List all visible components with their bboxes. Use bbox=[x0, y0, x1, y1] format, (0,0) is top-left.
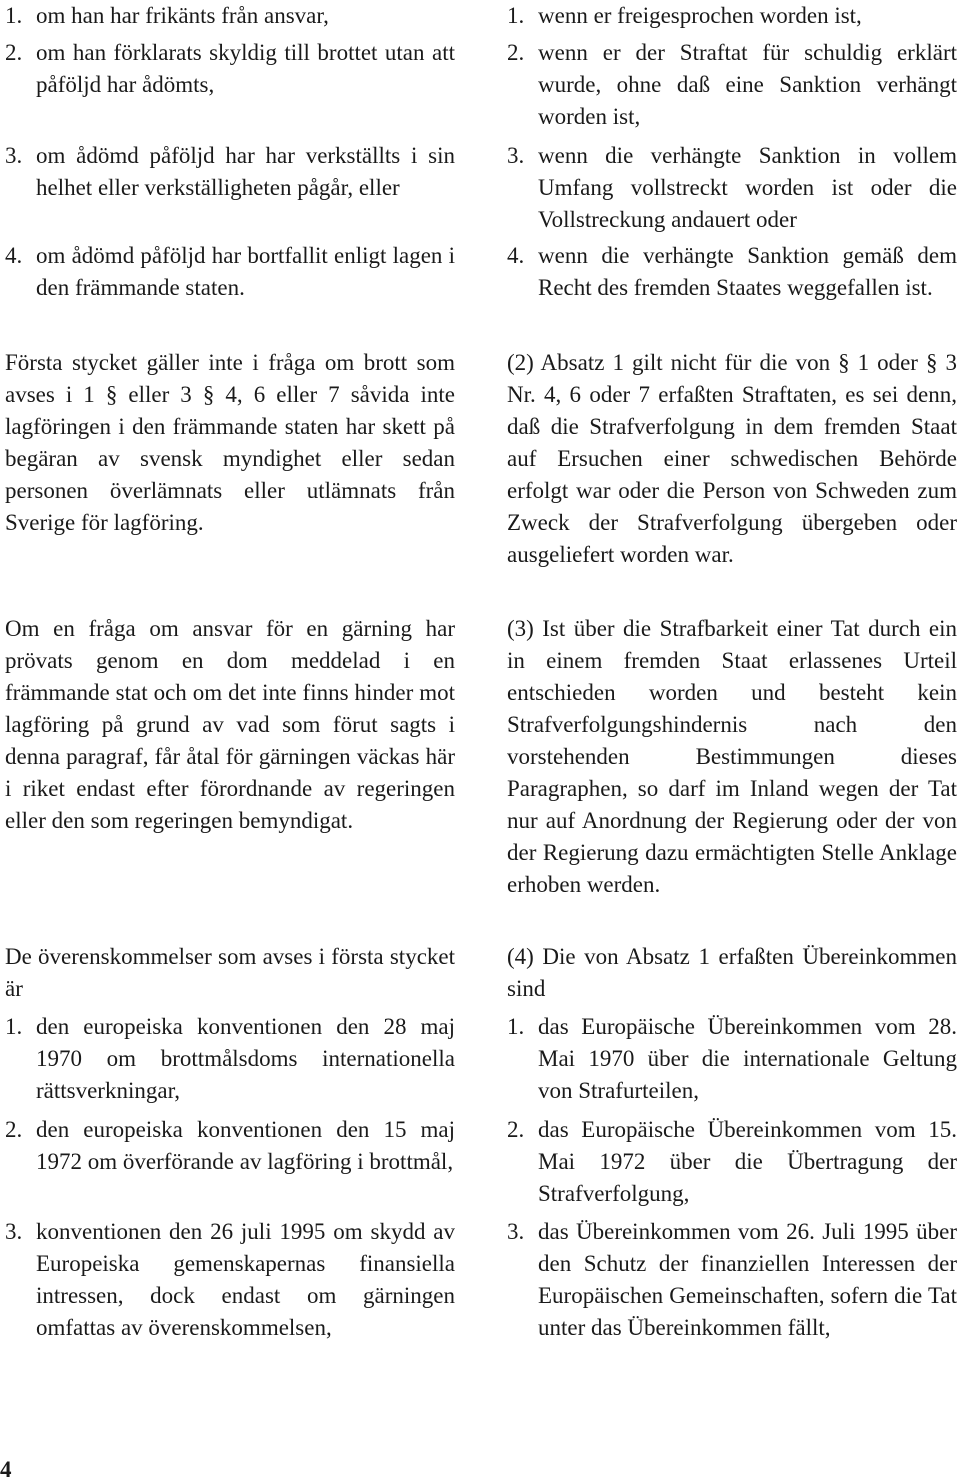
list-item-text: om han förklarats skyldig till brottet utan att påföljd har ådömts, bbox=[36, 40, 455, 97]
list-item bbox=[5, 1216, 455, 1344]
paragraph: Första stycket gäller inte i fråga om brott som avses i 1 § eller 3 § 4, 6 eller 7 såvida inte lagföringen i den främmande staten har skett på begäran av svensk myndighet eller sedan personen överlämnats eller utlämnats från Sverige för lagföring. bbox=[5, 350, 455, 535]
list-item-number: 3. bbox=[507, 143, 525, 168]
list-item bbox=[5, 0, 455, 32]
list-item-number: 2. bbox=[5, 1117, 23, 1142]
list-item-number: 2. bbox=[507, 40, 525, 65]
list-item-text: om ådömd påföljd har har verkställts i sin helhet eller verkställigheten pågår, eller bbox=[36, 143, 455, 200]
list-item-text: konventionen den 26 juli 1995 om skydd av Europeiska gemenskapernas finansiella intressen, dock endast om gärningen omfattas av överenskommelsen, bbox=[36, 1219, 455, 1340]
list-item-number: 1. bbox=[507, 1014, 525, 1039]
list-item bbox=[507, 140, 957, 236]
paragraph: De överenskommelser som avses i första stycket är bbox=[5, 944, 455, 1001]
paragraph: (2) Absatz 1 gilt nicht für die von § 1 oder § 3 Nr. 4, 6 oder 7 erfaßten Straftaten, es sei denn, daß die Strafverfolgung in dem fremden Staat auf Ersuchen einer schwedischen Behörde erfolgt war oder die Person von Schweden zum Zweck der Strafverfolgung übergeben oder ausgeliefert worden war. bbox=[507, 350, 957, 567]
page-number: 4 bbox=[0, 1457, 12, 1482]
list-item-text: om han har frikänts från ansvar, bbox=[36, 3, 329, 28]
list-item-number: 1. bbox=[507, 3, 525, 28]
paragraph: (3) Ist über die Strafbarkeit einer Tat durch ein in einem fremden Staat erlassenes Urteil entschieden worden und besteht kein Strafverfolgungshindernis nach den vorstehenden Bestimmungen dieses Paragraphen, so darf im Inland wegen der Tat nur auf Anordnung der Regierung oder der von der Regierung dazu ermächtigten Stelle Anklage erhoben werden. bbox=[507, 616, 957, 897]
list-item bbox=[507, 1011, 957, 1107]
list-item bbox=[5, 240, 455, 304]
list-item-number: 2. bbox=[5, 40, 23, 65]
list-item-text: wenn die verhängte Sanktion in vollem Umfang vollstreckt worden ist oder die Vollstreckung andauert oder bbox=[538, 143, 957, 232]
list-item bbox=[507, 37, 957, 133]
paragraph: Om en fråga om ansvar för en gärning har prövats genom en dom meddelad i en främmande stat och om det inte finns hinder mot lagföring på grund av vad som förut sagts i denna paragraf, får åtal för gärningen väckas här i riket endast efter förordnande av regeringen eller den som regeringen bemyndigat. bbox=[5, 616, 455, 833]
list-item bbox=[507, 1216, 957, 1344]
list-item-number: 1. bbox=[5, 1014, 23, 1039]
swedish-column bbox=[5, 0, 455, 1340]
list-item-text: das Europäische Übereinkommen vom 28. Mai 1970 über die internationale Geltung von Strafurteilen, bbox=[538, 1014, 957, 1103]
list-item bbox=[5, 140, 455, 204]
list-item-text: om ådömd påföljd har bortfallit enligt lagen i den främmande staten. bbox=[36, 243, 455, 300]
list-item bbox=[5, 1114, 455, 1178]
list-item-text: das Übereinkommen vom 26. Juli 1995 über den Schutz der finanziellen Interessen der Europäischen Gemeinschaften, sofern die Tat unter das Übereinkommen fällt, bbox=[538, 1219, 957, 1340]
list-item-number: 4. bbox=[507, 243, 525, 268]
list-item-number: 3. bbox=[5, 143, 23, 168]
list-item-number: 3. bbox=[5, 1219, 23, 1244]
list-item-text: wenn er der Straftat für schuldig erklärt wurde, ohne daß eine Sanktion verhängt worden ist, bbox=[538, 40, 957, 129]
list-item-number: 3. bbox=[507, 1219, 525, 1244]
list-item bbox=[5, 1011, 455, 1107]
list-item-text: den europeiska konventionen den 28 maj 1970 om brottmålsdoms internationella rättsverkningar, bbox=[36, 1014, 455, 1103]
list-item-number: 4. bbox=[5, 243, 23, 268]
list-item bbox=[507, 0, 957, 32]
list-item-text: den europeiska konventionen den 15 maj 1972 om överförande av lagföring i brottmål, bbox=[36, 1117, 455, 1174]
list-item bbox=[5, 37, 455, 101]
list-item-text: das Europäische Übereinkommen vom 15. Mai 1972 über die Übertragung der Strafverfolgung, bbox=[538, 1117, 957, 1206]
list-item bbox=[507, 1114, 957, 1210]
list-item-number: 1. bbox=[5, 3, 23, 28]
list-item-number: 2. bbox=[507, 1117, 525, 1142]
list-item bbox=[507, 240, 957, 304]
list-item-text: wenn er freigesprochen worden ist, bbox=[538, 3, 862, 28]
paragraph: (4) Die von Absatz 1 erfaßten Übereinkommen sind bbox=[507, 944, 957, 1001]
list-item-text: wenn die verhängte Sanktion gemäß dem Recht des fremden Staates weggefallen ist. bbox=[538, 243, 957, 300]
